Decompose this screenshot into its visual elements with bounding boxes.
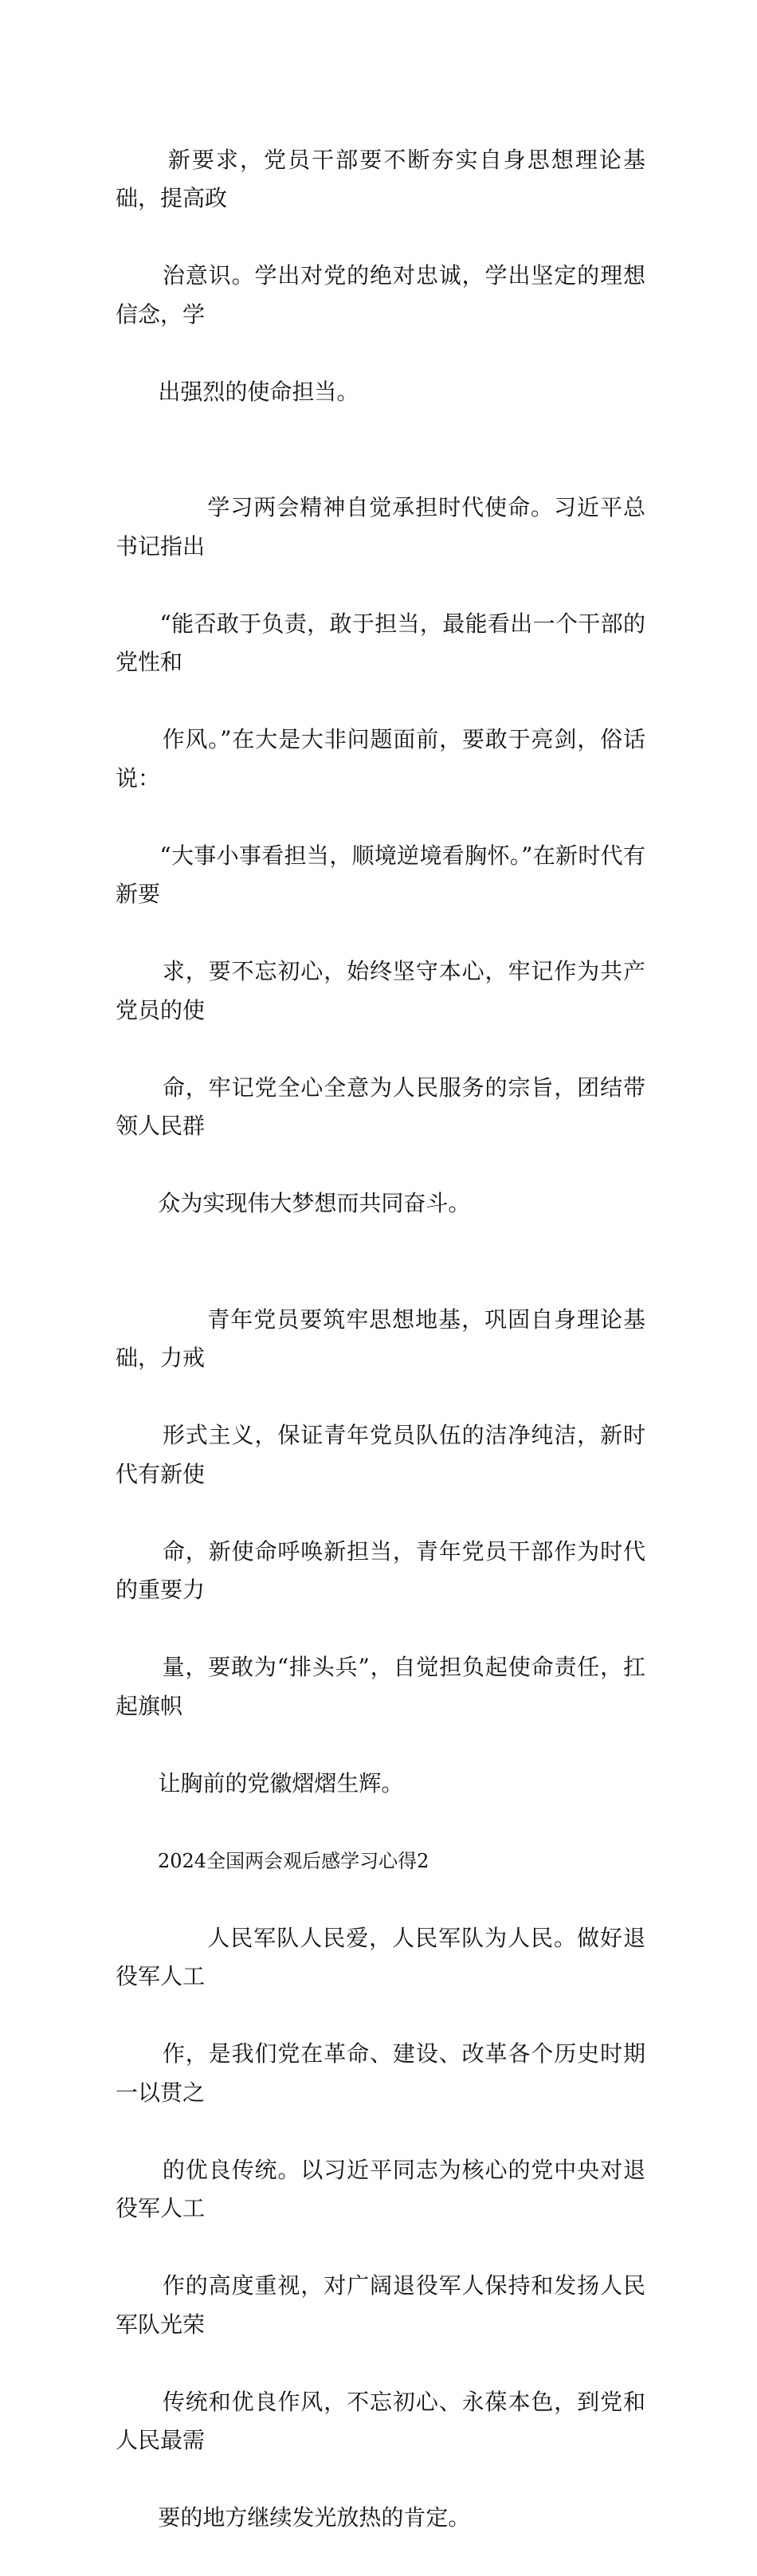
line: 要的地方继续发光放热的肯定。: [158, 2504, 471, 2531]
section-heading: 2024全国两会观后感学习心得2: [158, 1849, 429, 1872]
paragraph-mission: [116, 450, 645, 1262]
line: 形式主义，保证青年党员队伍的洁净纯洁，新时代有新使: [116, 1422, 645, 1487]
paragraph-veterans: [116, 1880, 645, 2576]
line: 出强烈的使命担当。: [158, 378, 359, 405]
line: 治意识。学出对党的绝对忠诚，学出坚定的理想信念，学: [116, 262, 645, 328]
line: 学习两会精神自觉承担时代使命。习近平总书记指出: [116, 494, 645, 560]
line: 作，是我们党在革命、建设、改革各个历史时期一以贯之: [116, 2040, 645, 2106]
paragraph-continued: [116, 102, 645, 450]
line: 传统和优良作风，不忘初心、永葆本色，到党和人民最需: [116, 2388, 645, 2453]
line: 的优良传统。以习近平同志为核心的党中央对退役军人工: [116, 2156, 645, 2221]
line: 人民军队人民爱，人民军队为人民。做好退役军人工: [116, 1924, 645, 1989]
line: 青年党员要筑牢思想地基，巩固自身理论基础，力戒: [116, 1306, 645, 1371]
line: “大事小事看担当，顺境逆境看胸怀。”在新时代有新要: [116, 842, 645, 907]
line: 求，要不忘初心，始终坚守本心，牢记作为共产党员的使: [116, 958, 645, 1023]
document-body: [116, 102, 645, 2576]
line: 众为实现伟大梦想而共同奋斗。: [158, 1190, 471, 1216]
line: 新要求，党员干部要不断夯实自身思想理论基础，提高政: [116, 146, 645, 211]
line: 作风。”在大是大非问题面前，要敢于亮剑，俗话说：: [116, 726, 645, 791]
line: 让胸前的党徽熠熠生辉。: [158, 1769, 404, 1797]
line: 作的高度重视，对广阔退役军人保持和发扬人民军队光荣: [116, 2272, 645, 2338]
line: “能否敢于负责，敢于担当，最能看出一个干部的党性和: [116, 610, 645, 675]
line: 量，要敢为“排头兵”，自觉担负起使命责任，扛起旗帜: [116, 1654, 645, 1719]
paragraph-youth: [116, 1262, 645, 1842]
line: 命，新使命呼唤新担当，青年党员干部作为时代的重要力: [116, 1537, 645, 1603]
line: 命，牢记党全心全意为人民服务的宗旨，团结带领人民群: [116, 1074, 645, 1139]
